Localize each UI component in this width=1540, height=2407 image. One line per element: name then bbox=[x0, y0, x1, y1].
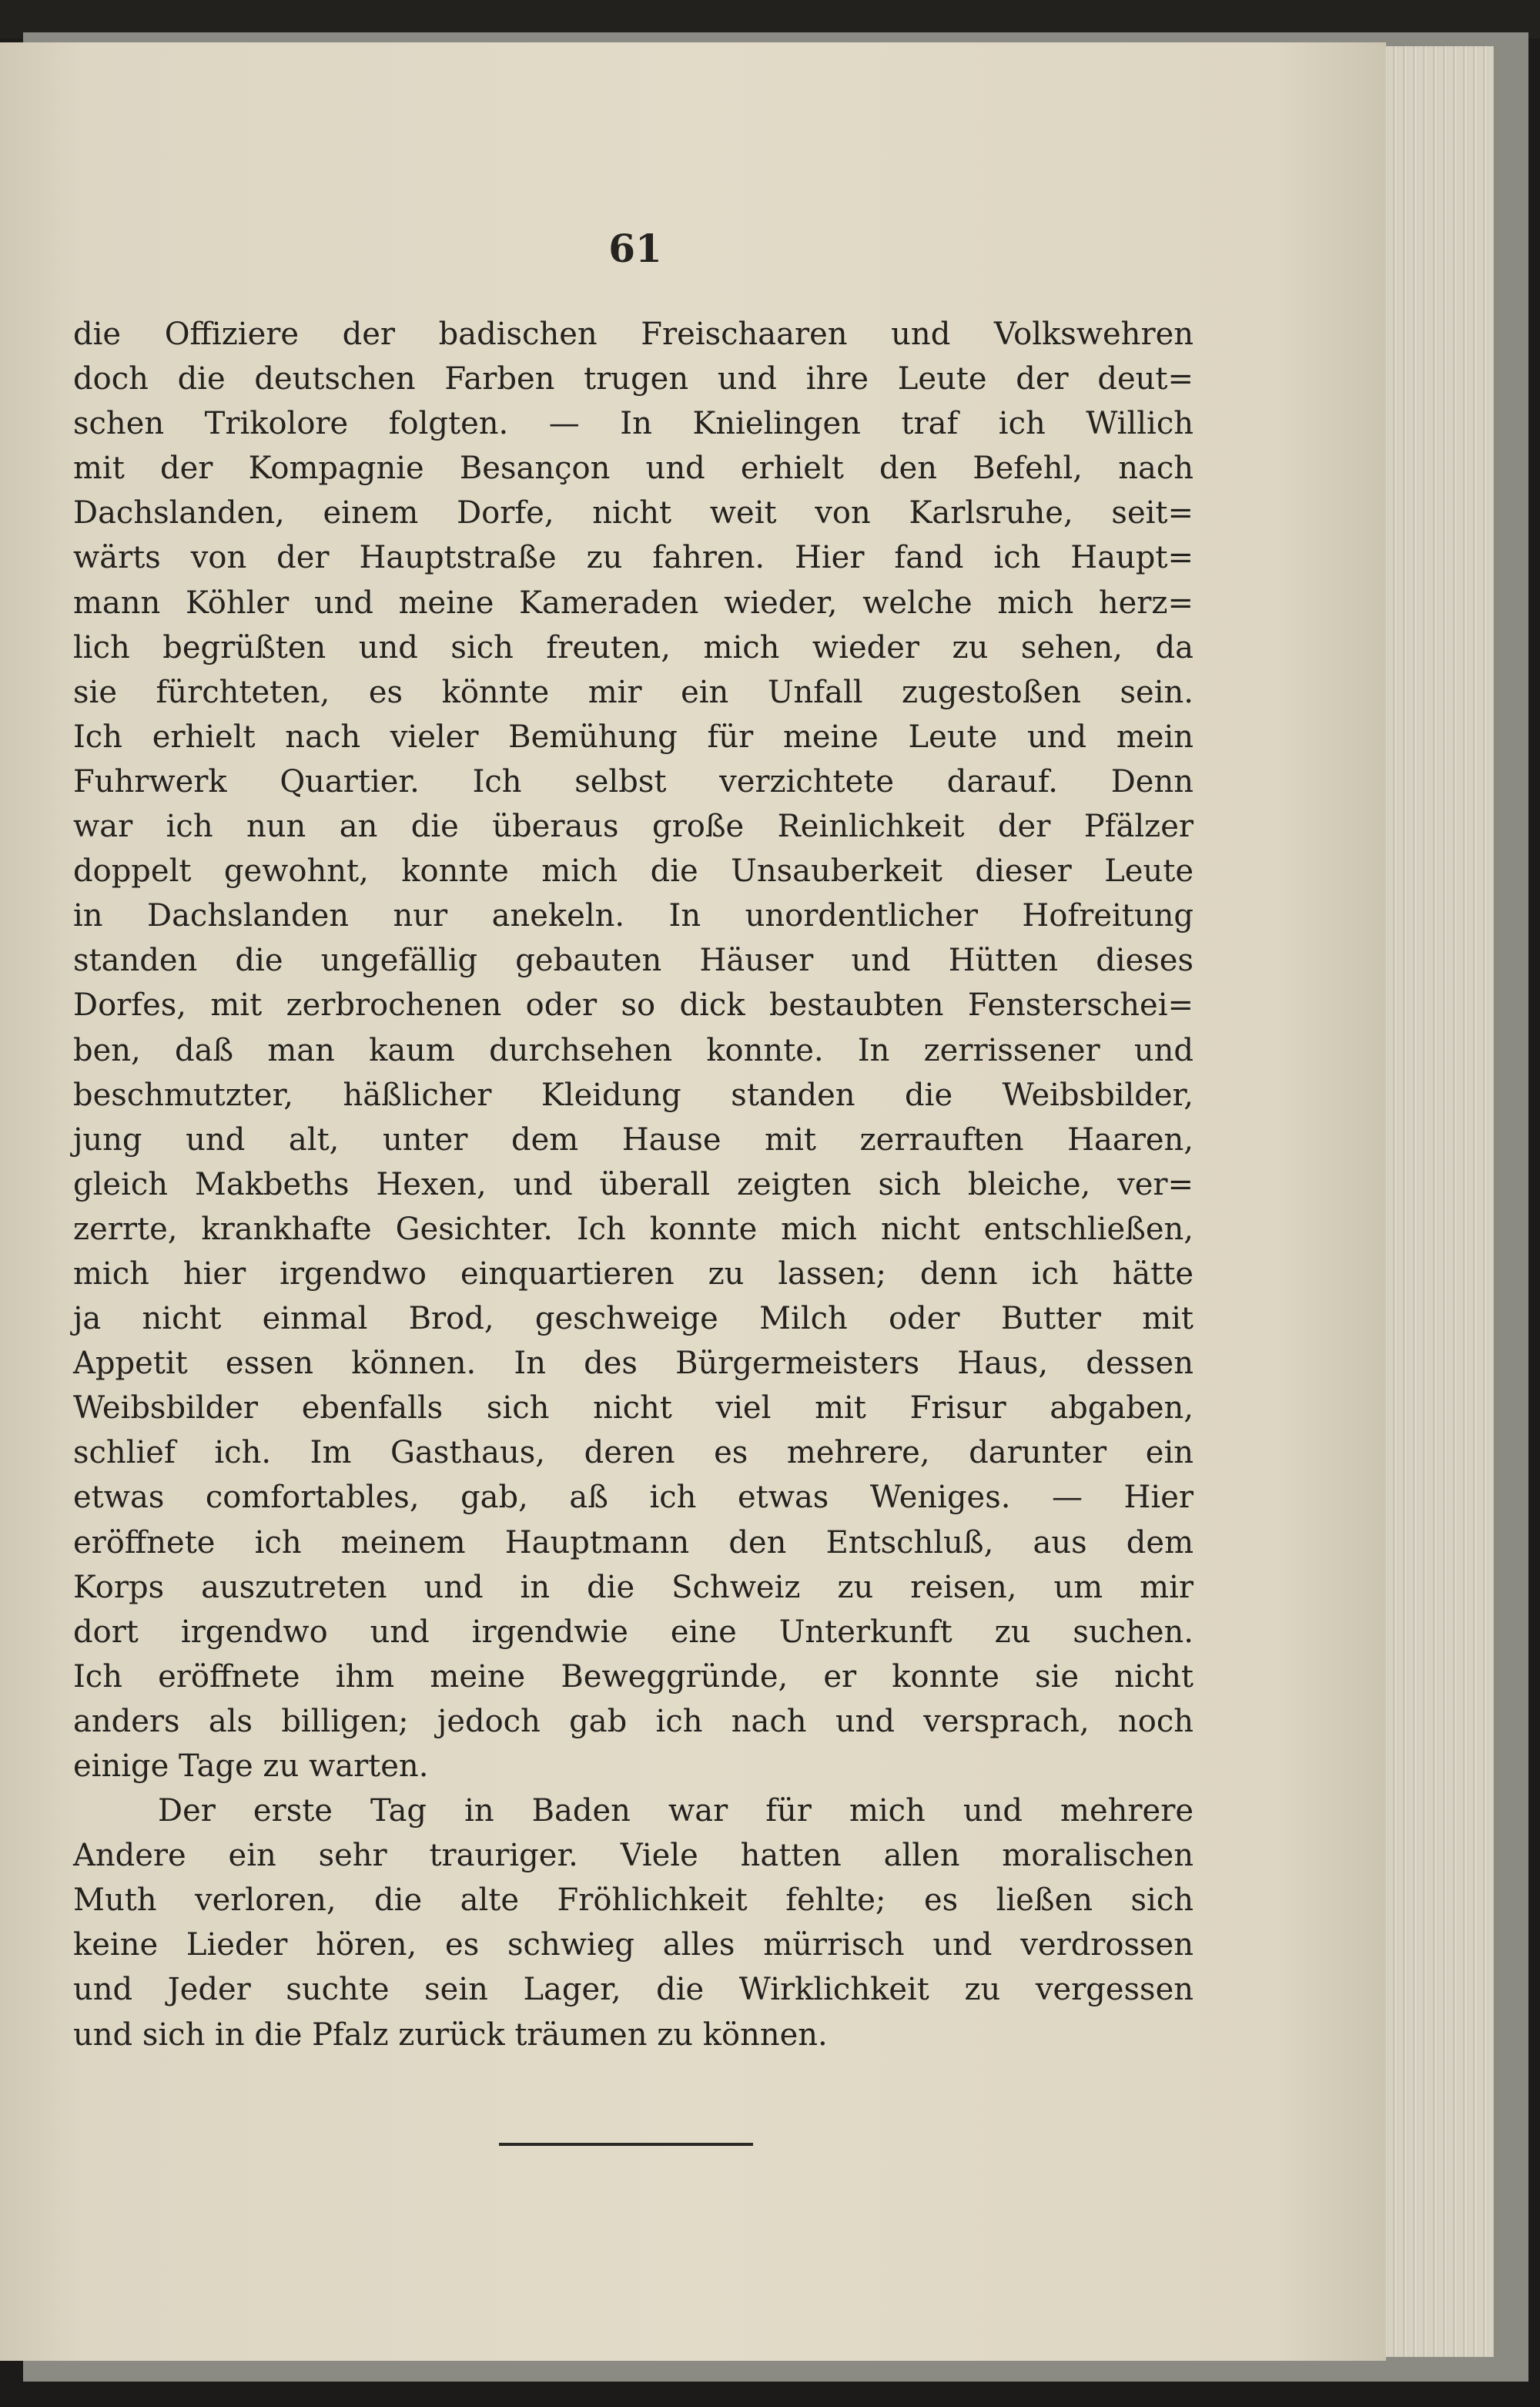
text-line: in Dachslanden nur anekeln. In unordentlicher Hofreitung bbox=[73, 898, 1194, 934]
book-page bbox=[0, 42, 1386, 2361]
text-line: Ich erhielt nach vieler Bemühung für meine Leute und mein bbox=[73, 719, 1194, 755]
text-line: und Jeder suchte sein Lager, die Wirklichkeit zu vergessen bbox=[73, 1972, 1194, 2008]
text-line: Appetit essen können. In des Bürgermeisters Haus, dessen bbox=[73, 1346, 1194, 1382]
text-line: schen Trikolore folgten. — In Knielingen traf ich Willich bbox=[73, 406, 1194, 442]
text-line: etwas comfortables, gab, aß ich etwas Weniges. — Hier bbox=[73, 1480, 1194, 1516]
text-line: dort irgendwo und irgendwie eine Unterkunft zu suchen. bbox=[73, 1614, 1194, 1650]
page-number: 61 bbox=[608, 226, 662, 271]
text-line: beschmutzter, häßlicher Kleidung standen die Weibsbilder, bbox=[73, 1077, 1194, 1113]
page-stack-edge bbox=[1378, 46, 1498, 2357]
paragraph-end-line: einige Tage zu warten. bbox=[73, 1748, 429, 1784]
text-line: sie fürchteten, es könnte mir ein Unfall zugestoßen sein. bbox=[73, 674, 1194, 710]
text-line: ja nicht einmal Brod, geschweige Milch oder Butter mit bbox=[73, 1301, 1194, 1337]
body-text bbox=[73, 312, 1194, 2057]
text-line: standen die ungefällig gebauten Häuser und Hütten dieses bbox=[73, 943, 1194, 979]
text-line: Dorfes, mit zerbrochenen oder so dick bestaubten Fensterschei= bbox=[73, 987, 1194, 1024]
section-separator-rule bbox=[499, 2143, 753, 2146]
text-line: Muth verloren, die alte Fröhlichkeit fehlte; es ließen sich bbox=[73, 1882, 1194, 1919]
text-line: mich hier irgendwo einquartieren zu lassen; denn ich hätte bbox=[73, 1255, 1194, 1292]
paragraph-end-line: und sich in die Pfalz zurück träumen zu können. bbox=[73, 2016, 828, 2053]
text-line: Ich eröffnete ihm meine Beweggründe, er konnte sie nicht bbox=[73, 1658, 1194, 1695]
text-line: wärts von der Hauptstraße zu fahren. Hier fand ich Haupt= bbox=[73, 540, 1194, 576]
text-line: doppelt gewohnt, konnte mich die Unsauberkeit dieser Leute bbox=[73, 853, 1194, 890]
text-line: schlief ich. Im Gasthaus, deren es mehrere, darunter ein bbox=[73, 1435, 1194, 1471]
text-line: lich begrüßten und sich freuten, mich wieder zu sehen, da bbox=[73, 629, 1194, 665]
text-line: doch die deutschen Farben trugen und ihre Leute der deut= bbox=[73, 361, 1194, 397]
text-line: Weibsbilder ebenfalls sich nicht viel mit Frisur abgaben, bbox=[73, 1390, 1194, 1426]
text-line: anders als billigen; jedoch gab ich nach und versprach, noch bbox=[73, 1703, 1194, 1739]
text-line: Fuhrwerk Quartier. Ich selbst verzichtete darauf. Denn bbox=[73, 763, 1194, 800]
text-line: mit der Kompagnie Besançon und erhielt den Befehl, nach bbox=[73, 451, 1194, 487]
text-line: Andere ein sehr trauriger. Viele hatten allen moralischen bbox=[73, 1838, 1194, 1874]
paragraph-start-line: Der erste Tag in Baden war für mich und mehrere bbox=[158, 1793, 1194, 1829]
text-line: zerrte, krankhafte Gesichter. Ich konnte mich nicht entschließen, bbox=[73, 1211, 1194, 1247]
text-line: jung und alt, unter dem Hause mit zerrauften Haaren, bbox=[73, 1121, 1194, 1158]
text-line: gleich Makbeths Hexen, und überall zeigten sich bleiche, ver= bbox=[73, 1166, 1194, 1202]
text-line: mann Köhler und meine Kameraden wieder, welche mich herz= bbox=[73, 585, 1194, 621]
text-line: ben, daß man kaum durchsehen konnte. In zerrissener und bbox=[73, 1032, 1194, 1068]
text-line: eröffnete ich meinem Hauptmann den Entschluß, aus dem bbox=[73, 1524, 1194, 1561]
text-line: keine Lieder hören, es schwieg alles mürrisch und verdrossen bbox=[73, 1927, 1194, 1963]
text-line: Korps auszutreten und in die Schweiz zu reisen, um mir bbox=[73, 1569, 1194, 1605]
text-line: war ich nun an die überaus große Reinlichkeit der Pfälzer bbox=[73, 809, 1194, 845]
text-line: Dachslanden, einem Dorfe, nicht weit von Karlsruhe, seit= bbox=[73, 495, 1194, 531]
text-line: die Offiziere der badischen Freischaaren und Volkswehren bbox=[73, 317, 1194, 352]
